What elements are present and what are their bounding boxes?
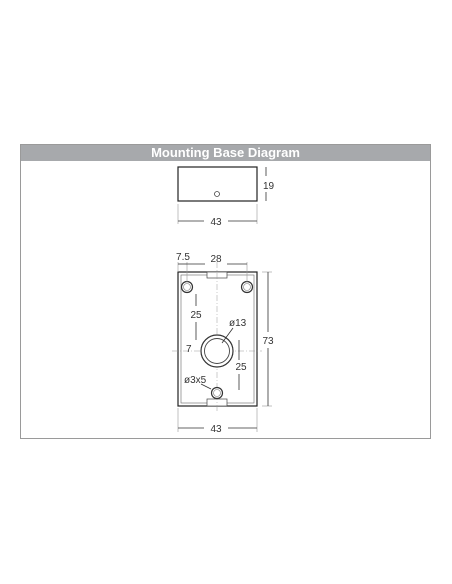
top-spacing-label: 28 [210, 254, 222, 265]
height-label: 73 [262, 336, 274, 347]
left-spacing-label: 25 [190, 310, 202, 321]
panel-title: Mounting Base Diagram [21, 145, 430, 161]
top-left-screw-hole [182, 282, 193, 293]
side-height-label: 19 [263, 181, 275, 192]
bottom-screw-hole [212, 388, 223, 399]
width-label: 43 [210, 424, 222, 435]
front-view [172, 252, 274, 435]
center-cable-hole [201, 335, 233, 367]
edge-offset-label: 7.5 [176, 252, 190, 263]
side-view [178, 167, 275, 228]
center-hole-dia-label: ø13 [229, 318, 247, 329]
center-offset-label: 7 [186, 344, 192, 355]
top-right-screw-hole [242, 282, 253, 293]
screw-holes-label: ø3x5 [184, 375, 207, 386]
right-spacing-label: 25 [235, 362, 247, 373]
side-width-label: 43 [210, 217, 222, 228]
side-view-body [178, 167, 257, 201]
